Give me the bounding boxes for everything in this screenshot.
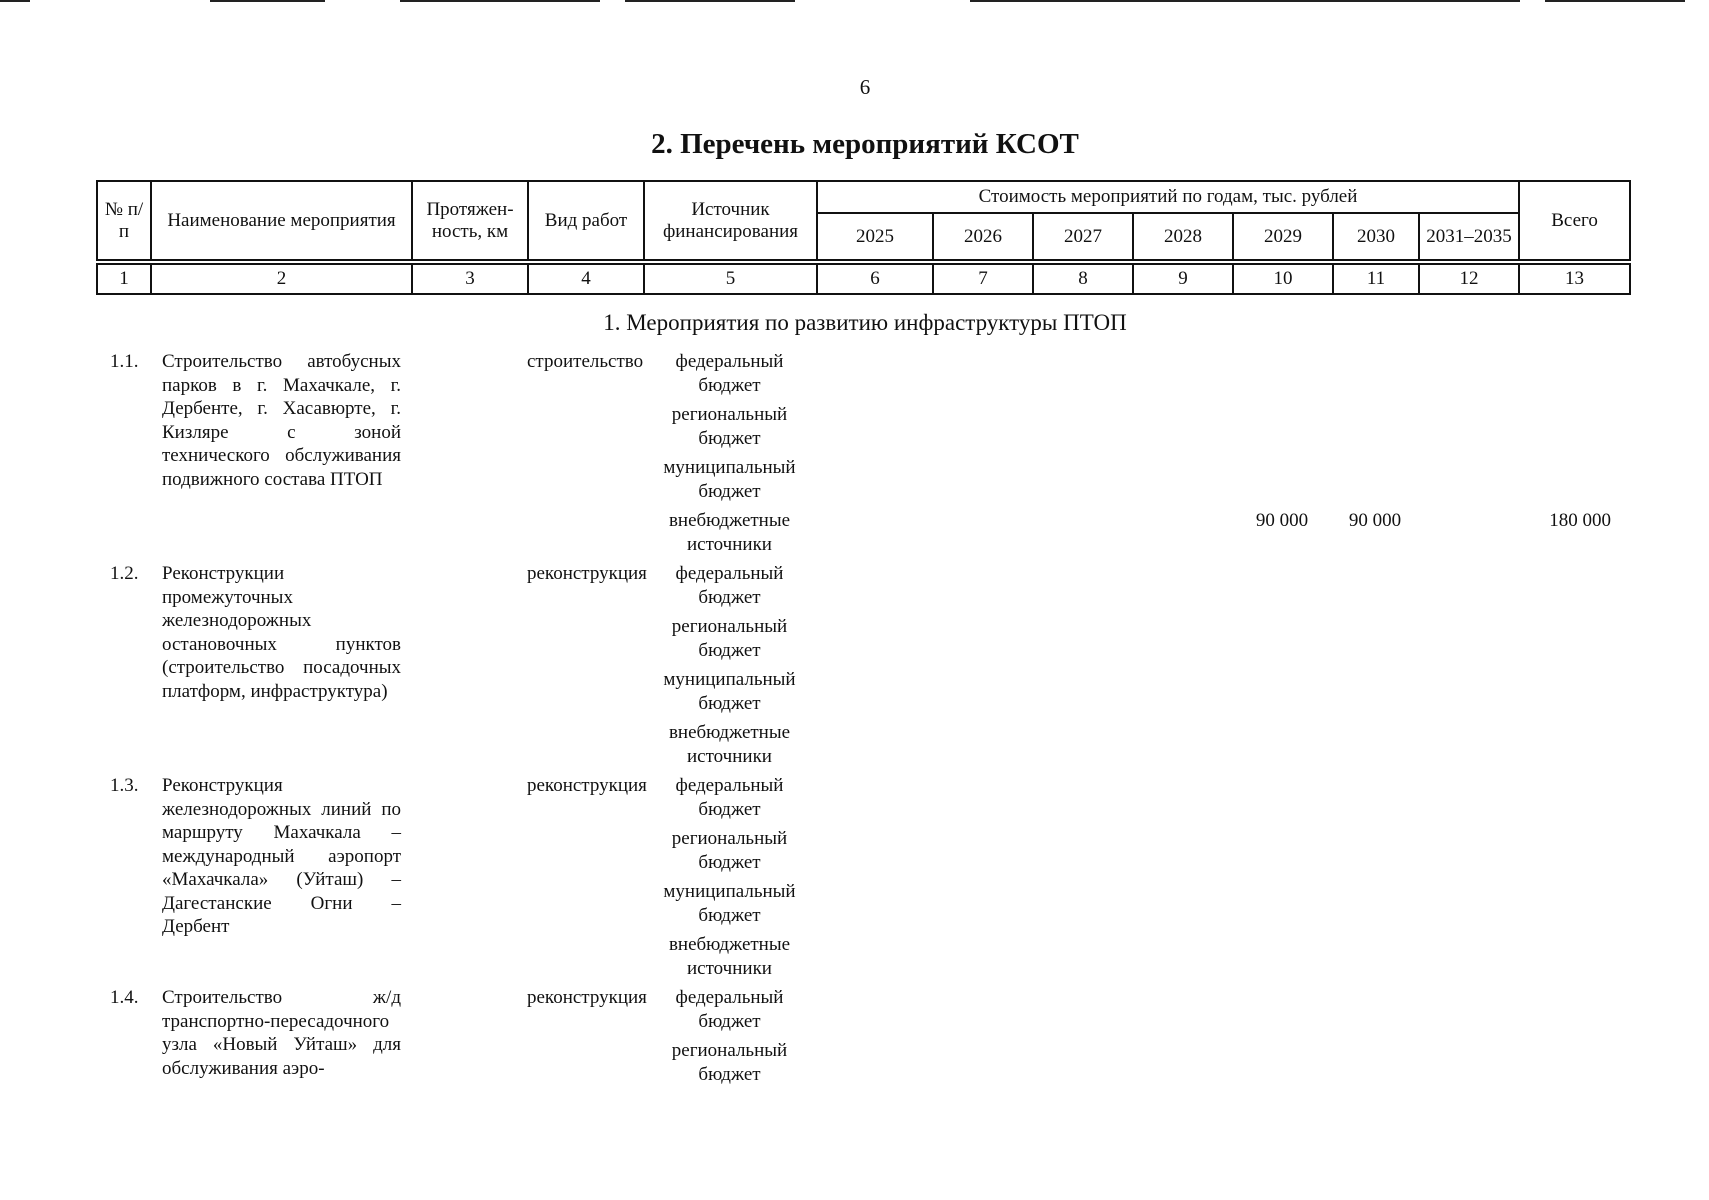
event-length (411, 986, 527, 1092)
total-cell: 180 000 (1549, 510, 1611, 531)
cost-cell (1132, 827, 1232, 880)
cost-cell (816, 827, 932, 880)
total-cell (1518, 562, 1629, 615)
funding-source: внебюджетные источники (668, 510, 791, 555)
cost-cell (1332, 456, 1418, 509)
cost-cell (1332, 774, 1418, 827)
column-number: 1 (97, 264, 151, 294)
cost-cell (1332, 350, 1418, 403)
funding-source: муниципальный бюджет (663, 881, 796, 926)
event-work-type: реконструкция (527, 563, 647, 584)
cost-cell (1332, 721, 1418, 774)
cost-cell (1418, 615, 1518, 668)
cost-cell (1418, 562, 1518, 615)
cost-cell (1132, 668, 1232, 721)
event-name: Реконструкция железнодорожных линий по маршруту Махачкала – международный аэропорт «Махачкала» (Уйташ) – Дагестанские Огни – Дербент (162, 775, 401, 937)
cost-cell (1132, 350, 1232, 403)
cost-cell (1232, 456, 1332, 509)
cost-cell (816, 721, 932, 774)
cost-cell (1032, 615, 1132, 668)
cost-cell (1032, 880, 1132, 933)
cost-cell (1232, 933, 1332, 986)
cost-cell (932, 668, 1032, 721)
total-cell (1518, 721, 1629, 774)
column-number: 2 (151, 264, 412, 294)
column-number: 7 (933, 264, 1033, 294)
cost-cell (1332, 986, 1418, 1039)
header-work-type: Вид работ (528, 181, 644, 260)
cost-cell (816, 933, 932, 986)
cost-cell (1132, 615, 1232, 668)
cost-cell (1418, 456, 1518, 509)
header-year: 2030 (1333, 213, 1419, 260)
column-number: 8 (1033, 264, 1133, 294)
cost-cell (816, 615, 932, 668)
cost-cell (932, 403, 1032, 456)
cost-cell (816, 403, 932, 456)
cost-cell (1132, 880, 1232, 933)
event-number: 1.4. (110, 987, 139, 1008)
cost-cell (1418, 350, 1518, 403)
header-year: 2028 (1133, 213, 1233, 260)
header-source: Источник финансирования (644, 181, 817, 260)
funding-source: региональный бюджет (671, 1040, 788, 1085)
cost-cell (932, 721, 1032, 774)
total-cell (1518, 933, 1629, 986)
column-number: 3 (412, 264, 528, 294)
cost-cell (932, 933, 1032, 986)
header-year: 2026 (933, 213, 1033, 260)
cost-cell (1132, 1039, 1232, 1092)
header-num: № п/п (97, 181, 151, 260)
cost-cell (1418, 509, 1518, 562)
cost-cell (1332, 562, 1418, 615)
funding-source: внебюджетные источники (668, 934, 791, 979)
header-year: 2027 (1033, 213, 1133, 260)
cost-cell (1232, 350, 1332, 403)
cost-cell (1418, 721, 1518, 774)
header-year: 2031–2035 (1419, 213, 1519, 260)
funding-source: региональный бюджет (671, 616, 788, 661)
cost-cell (1332, 880, 1418, 933)
cost-cell (1418, 774, 1518, 827)
total-cell (1518, 615, 1629, 668)
cost-cell (1032, 933, 1132, 986)
event-name: Строительство автобусных парков в г. Махачкале, г. Дербенте, г. Хасавюрте, г. Кизляре с зоной технического обслуживания подвижного состава ПТОП (162, 351, 401, 490)
header-total: Всего (1519, 181, 1630, 260)
cost-cell (1332, 403, 1418, 456)
cost-cell (1332, 933, 1418, 986)
cost-cell (1418, 1039, 1518, 1092)
funding-source: муниципальный бюджет (663, 457, 796, 502)
cost-cell (1232, 986, 1332, 1039)
column-number: 6 (817, 264, 933, 294)
cost-cell (1132, 933, 1232, 986)
cost-cell (816, 668, 932, 721)
cost-cell: 90 000 (1255, 510, 1309, 531)
header-name: Наименование мероприятия (151, 181, 412, 260)
event-work-type: реконструкция (527, 775, 647, 796)
column-number: 12 (1419, 264, 1519, 294)
scan-edge-line (0, 0, 30, 2)
cost-cell (1032, 403, 1132, 456)
cost-cell (816, 880, 932, 933)
cost-cell (1232, 562, 1332, 615)
funding-source: внебюджетные источники (668, 722, 791, 767)
table-header (96, 180, 1631, 261)
cost-cell (1132, 774, 1232, 827)
cost-cell (1232, 880, 1332, 933)
cost-cell (932, 615, 1032, 668)
table-row (96, 986, 1629, 1039)
cost-cell (1032, 350, 1132, 403)
cost-cell (816, 562, 932, 615)
table-row (96, 774, 1629, 827)
cost-cell (1032, 827, 1132, 880)
cost-cell (1418, 986, 1518, 1039)
event-number: 1.3. (110, 775, 139, 796)
cost-cell (1418, 668, 1518, 721)
cost-cell: 90 000 (1348, 510, 1402, 531)
cost-cell (816, 986, 932, 1039)
cost-cell (1132, 986, 1232, 1039)
events-table (96, 350, 1629, 1092)
funding-source: федеральный бюджет (675, 351, 784, 396)
cost-cell (1032, 986, 1132, 1039)
total-cell (1518, 350, 1629, 403)
cost-cell (1132, 456, 1232, 509)
funding-source: региональный бюджет (671, 404, 788, 449)
header-year: 2025 (817, 213, 933, 260)
scan-edge-line (970, 0, 1520, 2)
cost-cell (932, 986, 1032, 1039)
document-title: 2. Перечень мероприятий КСОТ (651, 128, 1079, 160)
cost-cell (932, 509, 1032, 562)
cost-cell (1232, 1039, 1332, 1092)
column-number: 10 (1233, 264, 1333, 294)
total-cell (1518, 456, 1629, 509)
event-number: 1.1. (110, 351, 139, 372)
cost-cell (1232, 774, 1332, 827)
cost-cell (1032, 509, 1132, 562)
total-cell (1518, 986, 1629, 1039)
cost-cell (1132, 509, 1232, 562)
cost-cell (1232, 827, 1332, 880)
cost-cell (1132, 562, 1232, 615)
cost-cell (1132, 721, 1232, 774)
cost-cell (932, 456, 1032, 509)
event-work-type: строительство (527, 351, 644, 372)
column-number: 4 (528, 264, 644, 294)
table-row (96, 350, 1629, 403)
funding-source: региональный бюджет (671, 828, 788, 873)
funding-source: федеральный бюджет (675, 987, 784, 1032)
event-length (411, 350, 527, 562)
total-cell (1518, 774, 1629, 827)
cost-cell (932, 774, 1032, 827)
cost-cell (816, 350, 932, 403)
column-number-row (96, 263, 1631, 295)
funding-source: федеральный бюджет (675, 775, 784, 820)
cost-cell (932, 1039, 1032, 1092)
event-number: 1.2. (110, 563, 139, 584)
scan-edge-line (625, 0, 795, 2)
event-name: Реконструкции промежуточных железнодорожных остановочных пунктов (строительство посадочных платформ, инфраструктура) (162, 563, 401, 702)
column-number: 5 (644, 264, 817, 294)
cost-cell (1032, 721, 1132, 774)
cost-cell (1332, 1039, 1418, 1092)
total-cell (1518, 827, 1629, 880)
cost-cell (1418, 403, 1518, 456)
cost-cell (1232, 668, 1332, 721)
cost-cell (1032, 456, 1132, 509)
cost-cell (1232, 615, 1332, 668)
column-number: 11 (1333, 264, 1419, 294)
cost-cell (1032, 774, 1132, 827)
total-cell (1518, 403, 1629, 456)
cost-cell (816, 456, 932, 509)
total-cell (1518, 1039, 1629, 1092)
cost-cell (1032, 562, 1132, 615)
funding-source: муниципальный бюджет (663, 669, 796, 714)
scan-edge-line (400, 0, 600, 2)
cost-cell (1332, 827, 1418, 880)
header-year: 2029 (1233, 213, 1333, 260)
cost-cell (816, 774, 932, 827)
event-name: Строительство ж/д транспортно-пересадочного узла «Новый Уйташ» для обслуживания аэро- (162, 987, 401, 1079)
cost-cell (1232, 403, 1332, 456)
section-title: 1. Мероприятия по развитию инфраструктуры ПТОП (603, 310, 1127, 335)
cost-cell (1418, 827, 1518, 880)
scan-edge-line (1545, 0, 1685, 2)
header-length: Протяжен-ность, км (412, 181, 528, 260)
cost-cell (1032, 1039, 1132, 1092)
cost-cell (816, 1039, 932, 1092)
column-number: 13 (1519, 264, 1630, 294)
cost-cell (1332, 668, 1418, 721)
cost-cell (1418, 933, 1518, 986)
cost-cell (932, 827, 1032, 880)
column-number: 9 (1133, 264, 1233, 294)
cost-cell (1418, 880, 1518, 933)
funding-source: федеральный бюджет (675, 563, 784, 608)
cost-cell (1132, 403, 1232, 456)
cost-cell (932, 350, 1032, 403)
cost-cell (932, 880, 1032, 933)
table-row (96, 562, 1629, 615)
event-length (411, 774, 527, 986)
cost-cell (816, 509, 932, 562)
event-length (411, 562, 527, 774)
header-cost-by-year: Стоимость мероприятий по годам, тыс. рублей (817, 181, 1519, 213)
total-cell (1518, 880, 1629, 933)
cost-cell (1232, 721, 1332, 774)
cost-cell (932, 562, 1032, 615)
page-number: 6 (859, 75, 871, 99)
cost-cell (1032, 668, 1132, 721)
event-work-type: реконструкция (527, 987, 647, 1008)
cost-cell (1332, 615, 1418, 668)
scan-edge-line (210, 0, 325, 2)
total-cell (1518, 668, 1629, 721)
